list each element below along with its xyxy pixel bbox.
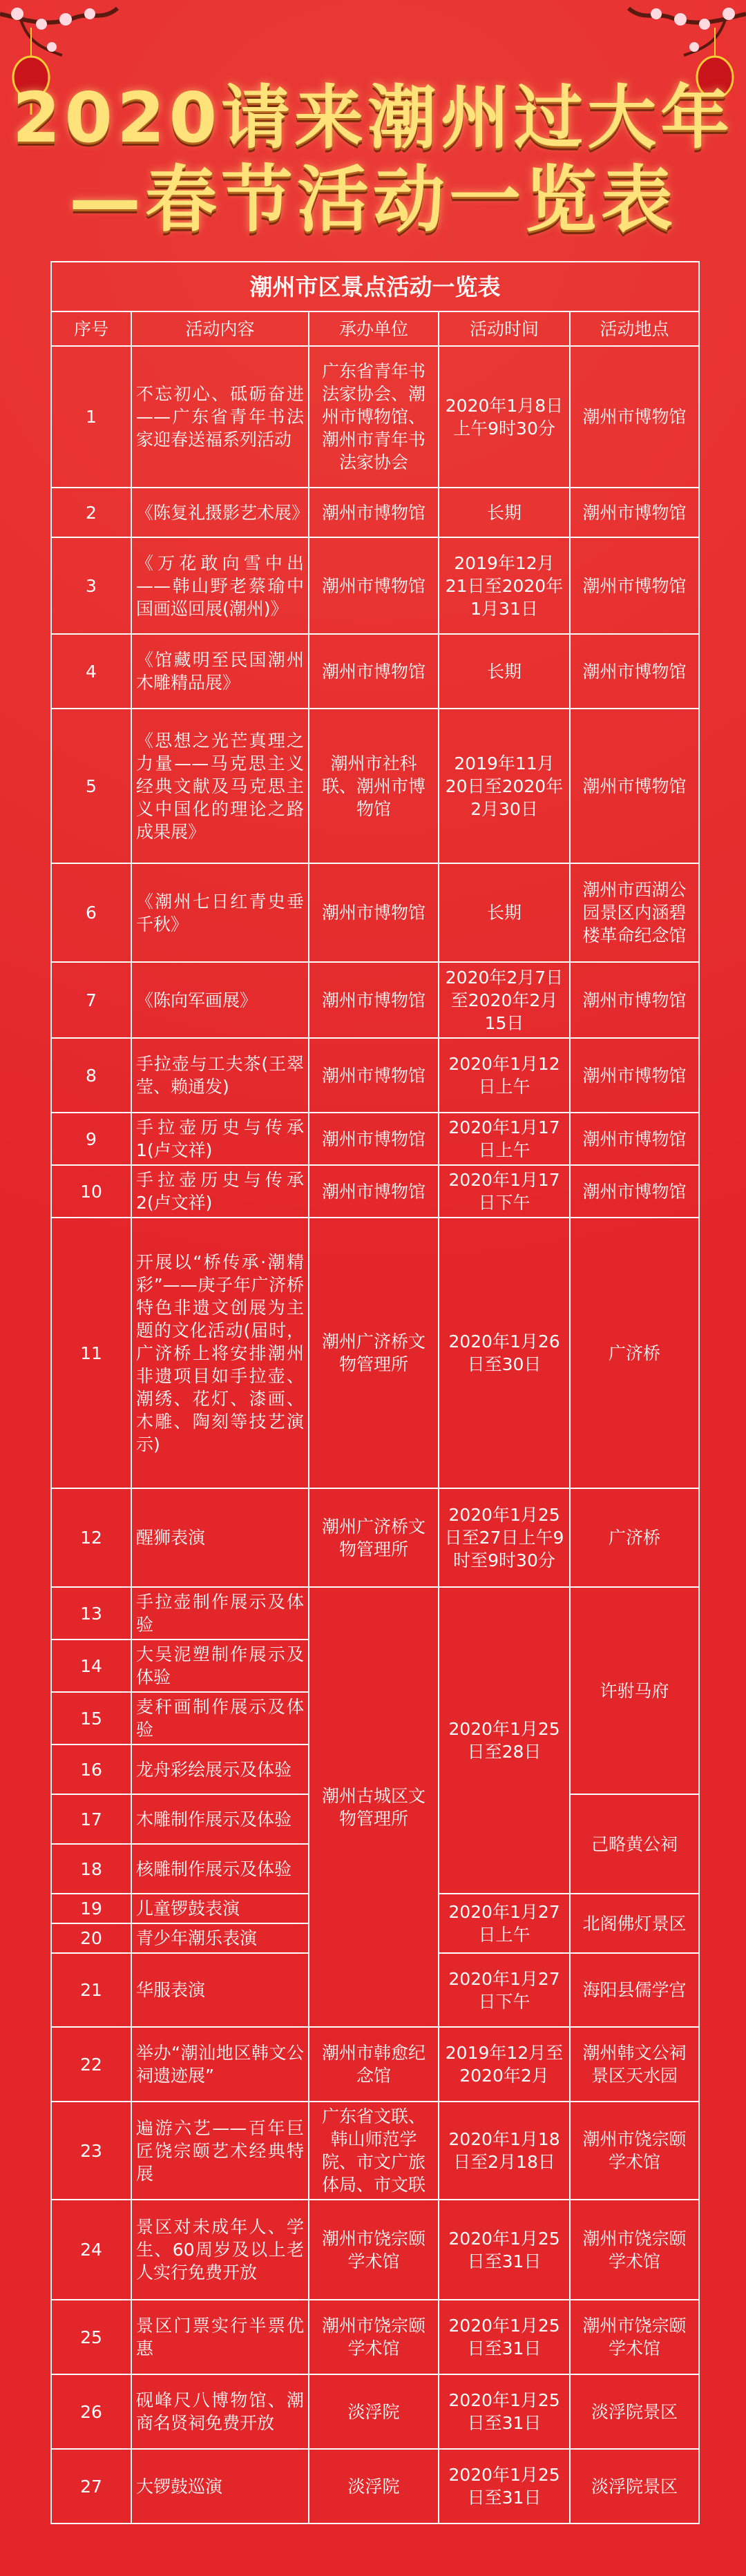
row-content: 青少年潮乐表演 [131,1923,309,1953]
row-location: 广济桥 [570,1218,699,1488]
row-time: 2019年11月20日至2020年2月30日 [439,709,570,863]
header-time: 活动时间 [439,311,570,346]
table-row [51,962,699,1038]
table-row [51,2102,699,2200]
row-content: 《潮州七日红青史垂千秋》 [131,863,309,962]
row-index: 6 [51,863,131,962]
row-content: 手拉壶与工夫茶(王翠莹、赖通发) [131,1038,309,1113]
row-content: 龙舟彩绘展示及体验 [131,1744,309,1794]
row-index: 2 [51,488,131,537]
table-row [51,537,699,634]
row-location: 潮州市博物馆 [570,488,699,537]
title-line-1: 2020请来潮州过大年 [12,77,734,158]
row-time: 2020年1月25日至28日 [439,1587,570,1894]
row-time: 2020年1月25日至31日 [439,2200,570,2300]
row-content: 木雕制作展示及体验 [131,1794,309,1844]
row-content: 举办“潮汕地区韩文公祠遗迹展” [131,2027,309,2102]
row-time: 2019年12月21日至2020年1月31日 [439,537,570,634]
row-organizer: 潮州市博物馆 [309,962,439,1038]
row-content: 砚峰尺八博物馆、潮商名贤祠免费开放 [131,2374,309,2449]
row-content: 醒狮表演 [131,1488,309,1587]
row-location: 淡浮院景区 [570,2449,699,2524]
row-organizer: 潮州古城区文物管理所 [309,1587,439,2027]
row-index: 15 [51,1692,131,1744]
row-organizer: 潮州市博物馆 [309,634,439,709]
row-time: 2020年1月27日下午 [439,1953,570,2027]
row-index: 3 [51,537,131,634]
row-organizer: 潮州市饶宗颐学术馆 [309,2200,439,2300]
row-time: 2020年1月27日上午 [439,1894,570,1953]
table-row [51,1113,699,1165]
table-row [51,863,699,962]
row-location: 北阁佛灯景区 [570,1894,699,1953]
table-row [51,346,699,488]
table-row [51,2200,699,2300]
table-caption-row [51,262,699,311]
row-index: 13 [51,1587,131,1640]
row-location: 潮州市西湖公园景区内涵碧楼革命纪念馆 [570,863,699,962]
row-location: 潮州市博物馆 [570,1038,699,1113]
row-location: 许驸马府 [570,1587,699,1794]
row-location: 潮州市饶宗颐学术馆 [570,2102,699,2200]
row-time: 长期 [439,488,570,537]
row-index: 12 [51,1488,131,1587]
row-content: 大锣鼓巡演 [131,2449,309,2524]
row-content: 手拉壶制作展示及体验 [131,1587,309,1640]
row-location: 海阳县儒学宫 [570,1953,699,2027]
row-location: 己略黄公祠 [570,1794,699,1894]
table-row [51,1587,699,1640]
table-row [51,1165,699,1218]
row-organizer: 潮州市博物馆 [309,1113,439,1165]
row-index: 21 [51,1953,131,2027]
row-location: 淡浮院景区 [570,2374,699,2449]
row-organizer: 潮州市社科联、潮州市博物馆 [309,709,439,863]
row-index: 7 [51,962,131,1038]
row-organizer: 广东省青年书法家协会、潮州市博物馆、潮州市青年书法家协会 [309,346,439,488]
table-header-row [51,311,699,346]
row-content: 华服表演 [131,1953,309,2027]
row-index: 24 [51,2200,131,2300]
activity-table [50,261,700,2524]
row-index: 8 [51,1038,131,1113]
row-location: 广济桥 [570,1488,699,1587]
table-row [51,1038,699,1113]
row-time: 长期 [439,634,570,709]
row-location: 潮州市博物馆 [570,1165,699,1218]
row-content: 景区对未成年人、学生、60周岁及以上老人实行免费开放 [131,2200,309,2300]
row-location: 潮州市博物馆 [570,709,699,863]
row-time: 2020年1月17日下午 [439,1165,570,1218]
row-content: 麦秆画制作展示及体验 [131,1692,309,1744]
row-location: 潮州市博物馆 [570,962,699,1038]
row-index: 16 [51,1744,131,1794]
table-row [51,2027,699,2102]
row-index: 23 [51,2102,131,2200]
row-time: 2020年1月25日至27日上午9时至9时30分 [439,1488,570,1587]
row-content: 开展以“桥传承·潮精彩”——庚子年广济桥特色非遗文创展为主题的文化活动(届时，广济桥上将安排潮州非遗项目如手拉壶、潮绣、花灯、漆画、木雕、陶刻等技艺演示) [131,1218,309,1488]
row-index: 4 [51,634,131,709]
table-row [51,1488,699,1587]
row-location: 潮州市博物馆 [570,1113,699,1165]
row-content: 遍游六艺——百年巨匠饶宗颐艺术经典特展 [131,2102,309,2200]
row-index: 18 [51,1844,131,1894]
row-index: 19 [51,1894,131,1923]
title-line-2: —春节活动一览表 [68,157,677,242]
row-content: 手拉壶历史与传承1(卢文祥) [131,1113,309,1165]
row-organizer: 潮州广济桥文物管理所 [309,1218,439,1488]
row-organizer: 潮州市博物馆 [309,863,439,962]
row-time: 长期 [439,863,570,962]
row-organizer: 广东省文联、韩山师范学院、市文广旅体局、市文联 [309,2102,439,2200]
row-content: 《陈复礼摄影艺术展》 [131,488,309,537]
header-index: 序号 [51,311,131,346]
row-index: 10 [51,1165,131,1218]
row-index: 5 [51,709,131,863]
row-content: 《馆藏明至民国潮州木雕精品展》 [131,634,309,709]
row-content: 大吴泥塑制作展示及体验 [131,1640,309,1692]
row-organizer: 淡浮院 [309,2374,439,2449]
row-time: 2019年12月至2020年2月 [439,2027,570,2102]
row-content: 手拉壶历史与传承2(卢文祥) [131,1165,309,1218]
row-location: 潮州市博物馆 [570,634,699,709]
table-caption: 潮州市区景点活动一览表 [51,262,699,311]
row-time: 2020年1月25日至31日 [439,2449,570,2524]
row-content: 儿童锣鼓表演 [131,1894,309,1923]
table-row [51,488,699,537]
table-row [51,1218,699,1488]
row-index: 26 [51,2374,131,2449]
row-time: 2020年1月12日上午 [439,1038,570,1113]
table-row [51,2300,699,2374]
row-location: 潮州韩文公祠景区天水园 [570,2027,699,2102]
row-location: 潮州市饶宗颐学术馆 [570,2300,699,2374]
row-index: 27 [51,2449,131,2524]
row-time: 2020年1月18日至2月18日 [439,2102,570,2200]
row-organizer: 潮州市博物馆 [309,488,439,537]
row-organizer: 潮州市饶宗颐学术馆 [309,2300,439,2374]
row-time: 2020年1月26日至30日 [439,1218,570,1488]
row-index: 1 [51,346,131,488]
row-index: 14 [51,1640,131,1692]
row-organizer: 潮州市韩愈纪念馆 [309,2027,439,2102]
row-organizer: 潮州广济桥文物管理所 [309,1488,439,1587]
row-index: 20 [51,1923,131,1953]
row-time: 2020年1月25日至31日 [439,2300,570,2374]
header-content: 活动内容 [131,311,309,346]
row-organizer: 潮州市博物馆 [309,537,439,634]
row-content: 核雕制作展示及体验 [131,1844,309,1894]
row-time: 2020年1月17日上午 [439,1113,570,1165]
row-content: 《万花敢向雪中出——韩山野老蔡瑜中国画巡回展(潮州)》 [131,537,309,634]
activity-table-container [50,261,698,2524]
row-organizer: 淡浮院 [309,2449,439,2524]
table-row [51,634,699,709]
header-location: 活动地点 [570,311,699,346]
row-index: 25 [51,2300,131,2374]
table-row [51,2449,699,2524]
row-time: 2020年2月7日至2020年2月15日 [439,962,570,1038]
row-location: 潮州市博物馆 [570,537,699,634]
row-time: 2020年1月25日至31日 [439,2374,570,2449]
row-location: 潮州市饶宗颐学术馆 [570,2200,699,2300]
row-time: 2020年1月8日上午9时30分 [439,346,570,488]
row-organizer: 潮州市博物馆 [309,1038,439,1113]
row-content: 《陈向军画展》 [131,962,309,1038]
header-organizer: 承办单位 [309,311,439,346]
row-index: 22 [51,2027,131,2102]
row-content: 《思想之光芒真理之力量——马克思主义经典文献及马克思主义中国化的理论之路成果展》 [131,709,309,863]
table-row [51,2374,699,2449]
table-row [51,709,699,863]
row-index: 17 [51,1794,131,1844]
row-content: 景区门票实行半票优惠 [131,2300,309,2374]
row-content: 不忘初心、砥砺奋进——广东省青年书法家迎春送福系列活动 [131,346,309,488]
row-index: 9 [51,1113,131,1165]
row-organizer: 潮州市博物馆 [309,1165,439,1218]
row-index: 11 [51,1218,131,1488]
row-location: 潮州市博物馆 [570,346,699,488]
